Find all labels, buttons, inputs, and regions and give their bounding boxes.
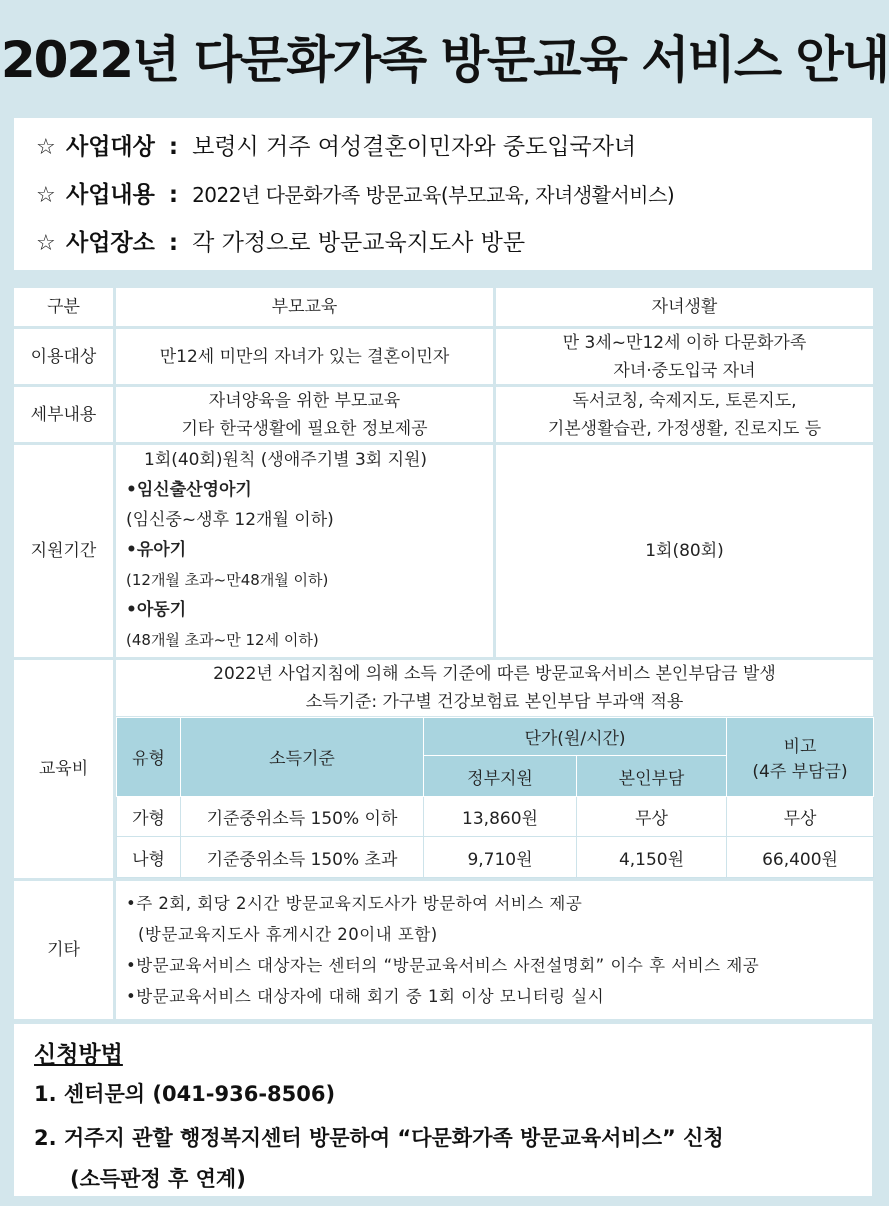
parent-detail — [116, 387, 493, 442]
info-key: 사업내용 — [66, 182, 155, 208]
apply-section — [14, 1024, 872, 1196]
apply-item: (소득판정 후 연계) — [70, 1167, 246, 1191]
child-period: 1회(80회) — [496, 445, 873, 657]
star-icon: ☆ — [36, 183, 56, 208]
period-line: •아동기 — [126, 600, 187, 620]
period-line: (12개월 초과~만48개월 이하) — [126, 571, 329, 589]
etc-line: •주 2회, 회당 2시간 방문교육지도사가 방문하여 서비스 제공 — [126, 894, 583, 913]
table-row — [117, 796, 874, 837]
apply-item: 2. 거주지 관할 행정복지센터 방문하여 “다문화가족 방문교육서비스” 신청 — [34, 1126, 724, 1150]
child-target-line: 자녀·중도입국 자녀 — [613, 360, 756, 381]
header-child-life: 자녀생활 — [496, 288, 873, 326]
etc-line: (방문교육지도사 휴게시간 20이내 포함) — [138, 925, 438, 944]
period-line: (48개월 초과~만 12세 이하) — [126, 631, 319, 649]
fee-type: 나형 — [117, 837, 181, 878]
info-line-content — [36, 176, 674, 209]
fee-remark: 66,400원 — [727, 837, 874, 878]
info-box — [14, 118, 872, 270]
header-category: 구분 — [14, 288, 113, 326]
star-icon: ☆ — [36, 231, 56, 256]
label-target: 이용대상 — [14, 329, 113, 384]
label-etc: 기타 — [14, 881, 113, 1019]
parent-detail-line: 기타 한국생활에 필요한 정보제공 — [181, 418, 428, 439]
fee-self: 4,150원 — [577, 837, 727, 878]
child-target — [496, 329, 873, 384]
fee-criteria: 기준중위소득 150% 이하 — [181, 796, 424, 837]
fee-criteria: 기준중위소득 150% 초과 — [181, 837, 424, 878]
info-colon: : — [168, 134, 179, 160]
info-key: 사업대상 — [66, 134, 155, 160]
label-detail: 세부내용 — [14, 387, 113, 442]
child-target-line: 만 3세~만12세 이하 다문화가족 — [562, 332, 807, 353]
fee-gov: 9,710원 — [424, 837, 577, 878]
etc-line: •방문교육서비스 대상자에 대해 회기 중 1회 이상 모니터링 실시 — [126, 987, 605, 1006]
fee-note: 소득기준: 가구별 건강보험료 본인부담 부과액 적용 — [305, 692, 684, 712]
fee-header-self: 본인부담 — [577, 756, 727, 797]
info-line-place — [36, 224, 525, 257]
etc-content — [116, 881, 873, 1019]
child-detail — [496, 387, 873, 442]
child-detail-line: 독서코칭, 숙제지도, 토론지도, — [572, 390, 797, 411]
info-value: 2022년 다문화가족 방문교육(부모교육, 자녀생활서비스) — [192, 183, 675, 207]
apply-item: 1. 센터문의 (041-936-8506) — [34, 1082, 336, 1106]
info-value: 각 가정으로 방문교육지도사 방문 — [192, 230, 526, 256]
fee-type: 가형 — [117, 796, 181, 837]
parent-period — [116, 445, 493, 657]
table-row — [117, 837, 874, 878]
period-line: 1회(40회)원칙 (생애주기별 3회 지원) — [144, 450, 428, 470]
parent-target: 만12세 미만의 자녀가 있는 결혼이민자 — [116, 329, 493, 384]
header-parent-education: 부모교육 — [116, 288, 493, 326]
fee-remark: 무상 — [727, 796, 874, 837]
fee-header-remark-line: (4주 부담금) — [752, 761, 848, 782]
fee-self: 무상 — [577, 796, 727, 837]
period-line: •임신출산영아기 — [126, 480, 252, 500]
etc-line: •방문교육서비스 대상자는 센터의 “방문교육서비스 사전설명회” 이수 후 서비스 제공 — [126, 956, 760, 975]
fee-header-gov: 정부지원 — [424, 756, 577, 797]
fee-table — [116, 717, 874, 878]
fee-note: 2022년 사업지침에 의해 소득 기준에 따른 방문교육서비스 본인부담금 발생 — [213, 664, 776, 684]
fee-header-remark-line: 비고 — [783, 736, 817, 757]
star-icon: ☆ — [36, 135, 56, 160]
fee-gov: 13,860원 — [424, 796, 577, 837]
info-line-target — [36, 128, 636, 161]
fee-header-unit: 단가(원/시간) — [424, 718, 727, 756]
parent-detail-line: 자녀양육을 위한 부모교육 — [208, 390, 401, 411]
label-period: 지원기간 — [14, 445, 113, 657]
info-colon: : — [168, 230, 179, 256]
label-fee: 교육비 — [14, 660, 113, 878]
info-colon: : — [168, 182, 179, 208]
info-key: 사업장소 — [66, 230, 155, 256]
apply-heading: 신청방법 — [34, 1042, 123, 1068]
child-detail-line: 기본생활습관, 가정생활, 진로지도 등 — [547, 418, 822, 439]
info-value: 보령시 거주 여성결혼이민자와 중도입국자녀 — [192, 134, 637, 160]
period-line: •유아기 — [126, 540, 187, 560]
page-title: 2022년 다문화가족 방문교육 서비스 안내 — [0, 31, 889, 89]
period-line: (임신중~생후 12개월 이하) — [126, 510, 334, 530]
fee-notes — [116, 660, 873, 716]
fee-header-type: 유형 — [117, 718, 181, 797]
fee-header-criteria: 소득기준 — [181, 718, 424, 797]
fee-header-remark — [727, 718, 874, 797]
